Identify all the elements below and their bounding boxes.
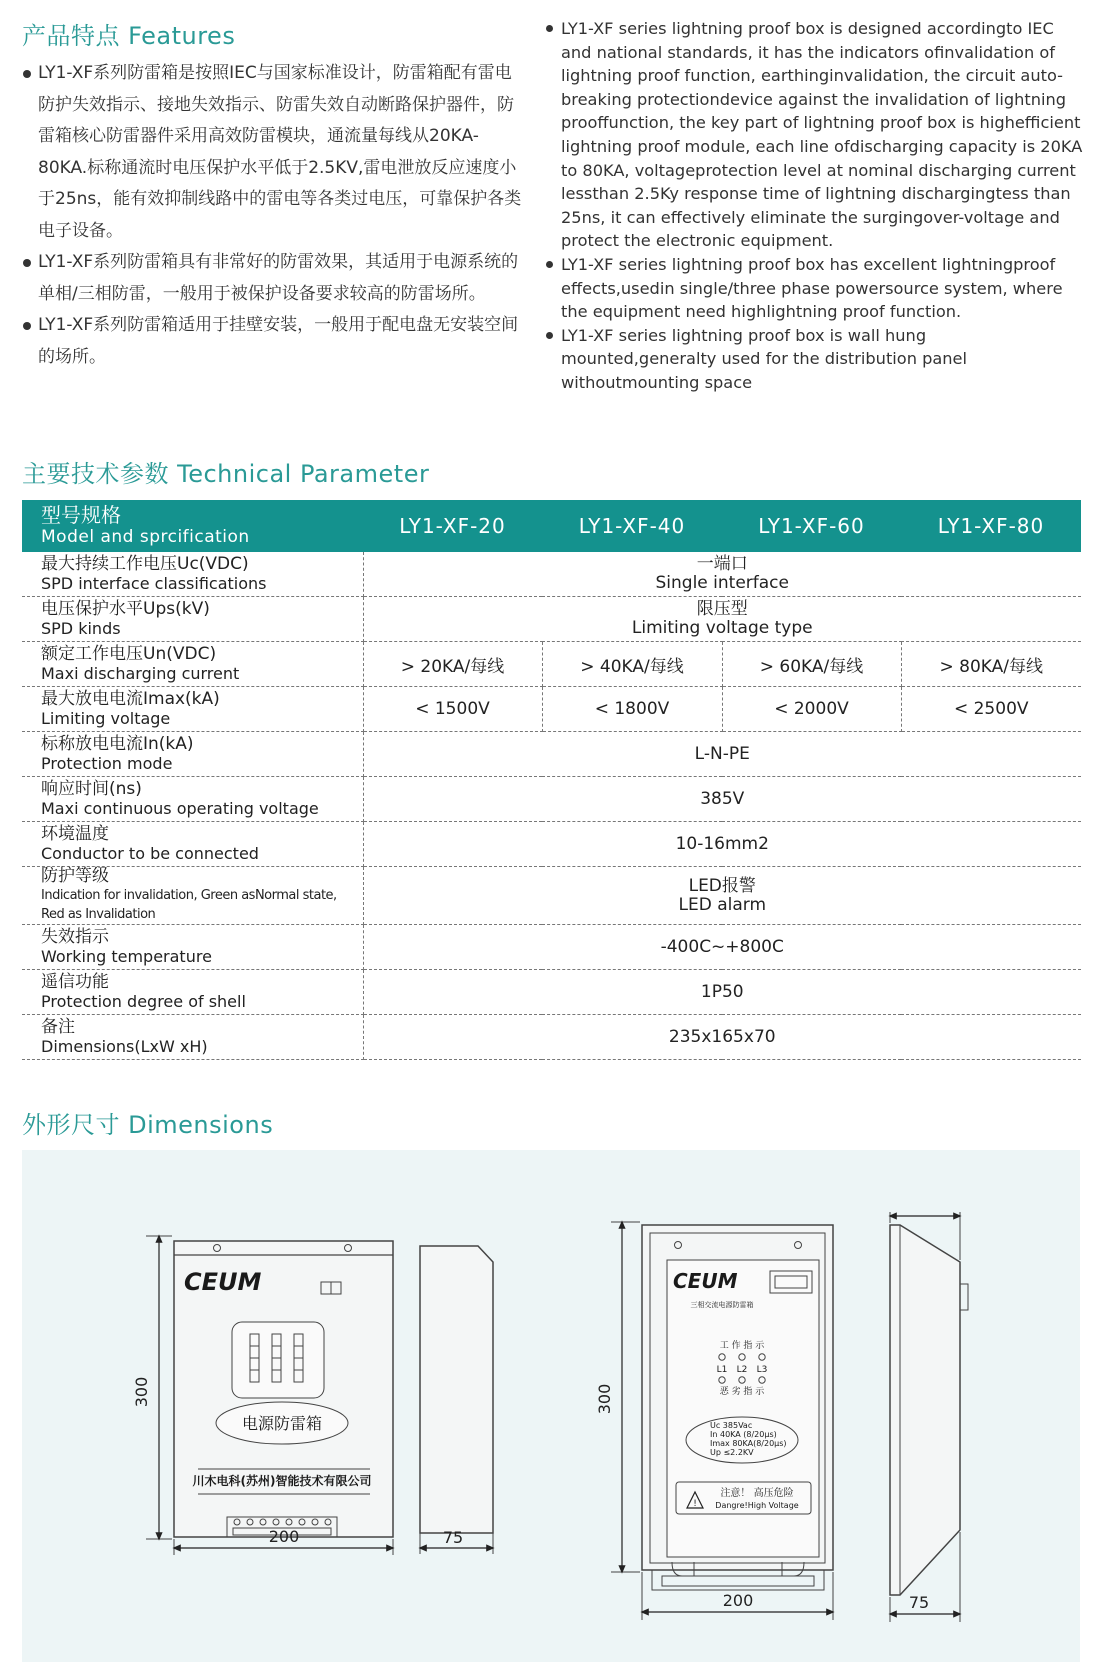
table-row xyxy=(22,867,1081,925)
row-value-en: Limiting voltage type xyxy=(631,618,813,638)
table-row xyxy=(22,822,1081,867)
row-name-en: Indication for invalidation, Green asNormal state, Red as Invalidation xyxy=(41,888,337,922)
table-row xyxy=(22,642,1081,687)
params-title: 主要技术参数 Technical Parameter xyxy=(22,460,430,488)
row-name-en: Conductor to be connected xyxy=(41,844,259,863)
features-cn-list xyxy=(22,58,522,373)
row-name-en: SPD kinds xyxy=(41,619,121,638)
table-row xyxy=(22,777,1081,822)
row-value: L-N-PE xyxy=(363,732,1081,777)
row-value: < 2000V xyxy=(722,687,901,732)
row-value: < 1500V xyxy=(363,687,542,732)
header-cn: 型号规格 xyxy=(41,503,121,527)
box2-indicator-l1: L1 xyxy=(716,1365,728,1375)
features-en-list xyxy=(545,17,1085,395)
row-value: 385V xyxy=(363,777,1081,822)
table-row xyxy=(22,970,1081,1015)
header-model: LY1-XF-60 xyxy=(722,500,901,552)
row-name xyxy=(22,822,363,867)
box1-side-view xyxy=(420,1246,493,1554)
row-name-en: Working temperature xyxy=(41,947,212,966)
features-title: 产品特点 Features xyxy=(22,22,236,50)
row-name-cn: 失效指示 xyxy=(41,927,109,947)
row-value: > 20KA/每线 xyxy=(363,642,542,687)
feature-cn-item: LY1-XF系列防雷箱适用于挂壁安装，一般用于配电盘无安装空间的场所。 xyxy=(22,310,522,373)
dimensions-title: 外形尺寸 Dimensions xyxy=(22,1111,274,1139)
box2-warning-cn: 注意！ 高压危险 xyxy=(720,1488,794,1499)
table-row xyxy=(22,1015,1081,1060)
row-name-cn: 遥信功能 xyxy=(41,972,109,992)
table-row xyxy=(22,687,1081,732)
row-name-en: Protection degree of shell xyxy=(41,992,246,1011)
row-name-en: Limiting voltage xyxy=(41,709,171,728)
box1-brand: CEUM xyxy=(184,1268,262,1296)
table-row xyxy=(22,732,1081,777)
box2-indicator-top: 工 作 指 示 xyxy=(719,1341,765,1351)
feature-en-item: LY1-XF series lightning proof box has excellent lightningproof effects,usedin single/three phase powersource system, where the equipment need highlightning proof function. xyxy=(545,253,1085,324)
feature-en-item: LY1-XF series lightning proof box is designed accordingto IEC and national standards, it has the indicators ofinvalidation of lightning proof function, earthinginvalidation, the circuit auto-breaking protectiondevice against the invalidation of lightning prooffunction, the key part of lightning proof box is highefficient lightning proof module, each line ofdischarging capacity is 20KA to 80KA, voltageprotection level at nominal discharging current lessthan 2.5Ky response time of lightning dischargingtess than 25ns, it can effectively eliminate the surgingover-voltage and protect the electronic equipment. xyxy=(545,17,1085,253)
box2-height-dimension xyxy=(595,1222,640,1572)
row-value: 235x165x70 xyxy=(363,1015,1081,1060)
box2-indicator-bottom: 恶 劣 指 示 xyxy=(719,1387,765,1397)
box2-subtitle: 三相交流电源防雷箱 xyxy=(690,1301,754,1309)
row-name-cn: 标称放电电流In(kA) xyxy=(41,734,194,754)
row-value: > 60KA/每线 xyxy=(722,642,901,687)
header-model: LY1-XF-80 xyxy=(901,500,1081,552)
box2-spec-line: In 40KA (8/20μs) xyxy=(710,1430,777,1439)
row-name-en: Maxi discharging current xyxy=(41,664,240,683)
box2-front-view xyxy=(642,1225,833,1590)
box2-height-label: 300 xyxy=(595,1383,614,1415)
box2-indicator-l2: L2 xyxy=(736,1365,748,1375)
header-model: LY1-XF-40 xyxy=(542,500,722,552)
header-model: LY1-XF-20 xyxy=(363,500,542,552)
box1-depth-label: 75 xyxy=(442,1528,464,1547)
box2-spec-line: Uc 385Vac xyxy=(710,1421,753,1430)
parameter-table xyxy=(22,500,1081,1060)
row-value: 1P50 xyxy=(363,970,1081,1015)
box2-indicator-l3: L3 xyxy=(756,1365,768,1375)
feature-en-item: LY1-XF series lightning proof box is wall hung mounted,generalty used for the distribution panel withoutmounting space xyxy=(545,324,1085,395)
row-value-en: Single interface xyxy=(655,573,789,593)
box2-spec-line: Imax 80KA(8/20μs) xyxy=(710,1439,787,1448)
row-value-cn: 一端口 xyxy=(696,554,748,574)
row-name-cn: 备注 xyxy=(41,1017,75,1037)
header-model-spec xyxy=(22,500,363,552)
row-name xyxy=(22,597,363,642)
box2-width-label: 200 xyxy=(722,1591,754,1610)
row-name xyxy=(22,925,363,970)
row-name-en: Protection mode xyxy=(41,754,173,773)
header-en: Model and sprcification xyxy=(41,527,250,547)
row-name xyxy=(22,642,363,687)
row-name-cn: 防护等级 xyxy=(41,866,109,886)
box1-label: 电源防雷箱 xyxy=(241,1414,323,1433)
box2-depth-label: 75 xyxy=(908,1593,930,1612)
row-name-cn: 响应时间(ns) xyxy=(41,779,142,799)
table-row xyxy=(22,925,1081,970)
row-name-en: SPD interface classifications xyxy=(41,574,267,593)
row-value xyxy=(363,552,1081,597)
row-value: 10-16mm2 xyxy=(363,822,1081,867)
box1-company: 川木电科(苏州)智能技术有限公司 xyxy=(192,1474,372,1488)
row-name-cn: 最大放电电流Imax(kA) xyxy=(41,689,220,709)
row-name xyxy=(22,970,363,1015)
row-name-cn: 环境温度 xyxy=(41,824,109,844)
row-name xyxy=(22,1015,363,1060)
row-name xyxy=(22,552,363,597)
box2-side-view xyxy=(890,1212,968,1622)
feature-cn-item: LY1-XF系列防雷箱具有非常好的防雷效果，其适用于电源系统的单相/三相防雷，一般用于被保护设备要求较高的防雷场所。 xyxy=(22,247,522,310)
row-name xyxy=(22,732,363,777)
dimensions-panel xyxy=(22,1150,1080,1662)
row-value xyxy=(363,867,1081,925)
row-value: > 40KA/每线 xyxy=(542,642,722,687)
table-row xyxy=(22,597,1081,642)
row-name-en: Dimensions(LxW xH) xyxy=(41,1037,208,1056)
row-value-cn: LED报警 xyxy=(688,875,756,896)
row-value: < 1800V xyxy=(542,687,722,732)
table-header-row xyxy=(22,500,1081,552)
box1-height-dimension xyxy=(132,1236,172,1539)
row-name-cn: 最大持续工作电压Uc(VDC) xyxy=(41,554,249,574)
box1-height-label: 300 xyxy=(132,1376,151,1408)
row-name-cn: 额定工作电压Un(VDC) xyxy=(41,644,217,664)
row-name-cn: 电压保护水平Ups(kV) xyxy=(41,599,210,619)
row-value: > 80KA/每线 xyxy=(901,642,1081,687)
svg-text:!: ! xyxy=(693,1499,697,1509)
row-value: < 2500V xyxy=(901,687,1081,732)
box2-spec-line: Up ≤2.2KV xyxy=(710,1448,754,1457)
box2-brand: CEUM xyxy=(673,1269,738,1293)
table-row xyxy=(22,552,1081,597)
row-value: -400C~+800C xyxy=(363,925,1081,970)
dimension-drawings xyxy=(22,1150,1080,1662)
box2-width-dimension xyxy=(642,1572,833,1620)
row-name xyxy=(22,687,363,732)
row-name xyxy=(22,867,363,925)
box1-width-label: 200 xyxy=(268,1527,300,1546)
box1-front-view xyxy=(174,1241,393,1537)
row-value-en: LED alarm xyxy=(678,894,766,915)
box2-warning-en: Dangre!High Voltage xyxy=(715,1501,799,1510)
row-name xyxy=(22,777,363,822)
row-value xyxy=(363,597,1081,642)
feature-cn-item: LY1-XF系列防雷箱是按照IEC与国家标准设计，防雷箱配有雷电防护失效指示、接地失效指示、防雷失效自动断路保护器件，防雷箱核心防雷器件采用高效防雷模块，通流量每线从20KA-80KA.标称通流时电压保护水平低于2.5KV,雷电泄放反应速度小于25ns，能有效抑制线路中的雷电等各类过电压，可靠保护各类电子设备。 xyxy=(22,58,522,247)
row-value-cn: 限压型 xyxy=(696,599,748,619)
row-name-en: Maxi continuous operating voltage xyxy=(41,799,319,818)
